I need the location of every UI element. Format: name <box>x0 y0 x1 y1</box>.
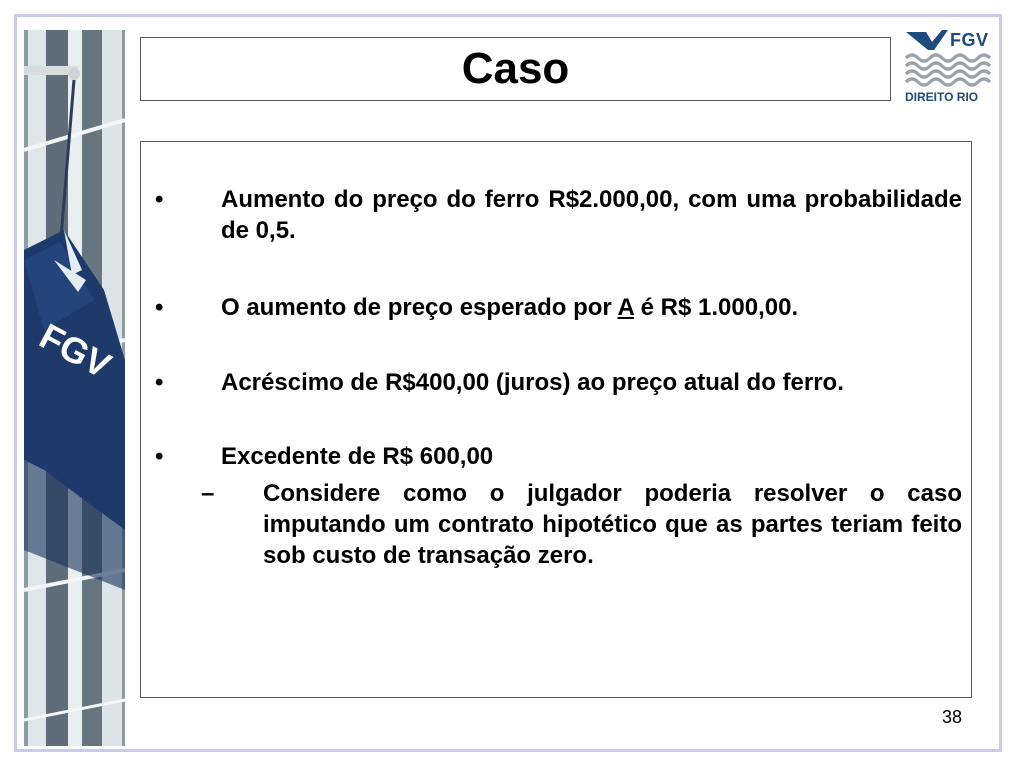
page-number: 38 <box>941 707 962 727</box>
underlined-party-label: A <box>617 294 634 321</box>
logo-subtitle-text: DIREITO RIO <box>905 90 979 104</box>
bullet-text-part: O aumento de preço esperado por <box>221 294 618 321</box>
sub-bullet-text: Considere como o julgador poderia resolver o caso imputando um contrato hipotético que as partes teriam feito sob custo de transação zero. <box>263 480 962 569</box>
title-box <box>140 37 891 101</box>
bullet-text: Aumento do preço do ferro R$2.000,00, com uma probabilidade de 0,5. <box>221 186 962 244</box>
bullet-marker: • <box>155 186 164 213</box>
bullet-text-part: é R$ 1.000,00. <box>633 294 799 321</box>
building-flag-photo <box>24 30 125 746</box>
bullet-text: Excedente de R$ 600,00 <box>221 443 494 470</box>
slide-title: Caso <box>461 44 570 93</box>
flag-text: FGV <box>33 315 118 387</box>
photo-illustration <box>24 30 125 746</box>
content-box <box>140 141 972 698</box>
bullet-text: Acréscimo de R$400,00 (juros) ao preço atual do ferro. <box>221 369 844 396</box>
logo-brand-text: FGV <box>950 30 989 50</box>
bullet-marker: • <box>155 443 164 470</box>
sub-bullet-marker: – <box>201 480 215 507</box>
bullet-text <box>221 292 962 323</box>
bullet-marker: • <box>155 294 164 321</box>
fgv-logo <box>902 28 994 110</box>
bullet-marker: • <box>155 369 164 396</box>
